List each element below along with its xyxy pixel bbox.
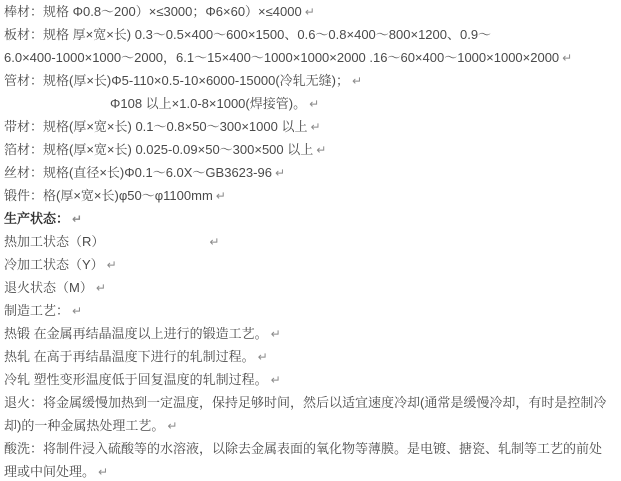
line-text: 冷加工状态（Y） xyxy=(4,257,104,272)
line-pipe-material-welded xyxy=(4,92,621,115)
paragraph-mark-icon: ↵ xyxy=(270,373,281,387)
line-cold-worked-state xyxy=(4,253,621,276)
paragraph-mark-icon: ↵ xyxy=(209,235,220,249)
paragraph-mark-icon: ↵ xyxy=(72,212,83,226)
line-strip-material xyxy=(4,115,621,138)
line-forging xyxy=(4,184,621,207)
line-text: 酸洗：将制件浸入硫酸等的水溶液，以除去金属表面的氧化物等薄膜。是电镀、搪瓷、轧制等工艺的前处 xyxy=(4,441,603,456)
line-text: 6.0×400-1000×1000～2000，6.1～15×400～1000×1000×2000 .16～60×400～1000×1000×2000 xyxy=(4,50,560,65)
line-hot-rolling xyxy=(4,345,621,368)
line-text: 热轧 在高于再结晶温度下进行的轧制过程。 xyxy=(4,349,255,364)
paragraph-mark-icon: ↵ xyxy=(215,189,226,203)
line-text: 棒材：规格 Φ0.8～200）×≤3000；Φ6×60）×≤4000 xyxy=(4,4,302,19)
line-pipe-material xyxy=(4,69,621,92)
line-text: 丝材：规格(直径×长)Φ0.1～6.0X～GB3623-96 xyxy=(4,165,272,180)
heading-text: 生产状态： xyxy=(4,211,70,226)
line-text: 管材：规格(厚×长)Φ5-110×0.5-10×6000-15000(冷轧无缝)； xyxy=(4,73,350,88)
paragraph-mark-icon: ↵ xyxy=(309,97,320,111)
paragraph-mark-icon: ↵ xyxy=(562,51,573,65)
paragraph-mark-icon: ↵ xyxy=(95,281,106,295)
line-foil-material xyxy=(4,138,621,161)
line-text: 锻件：格(厚×宽×长)φ50～φ1100mm xyxy=(4,188,213,203)
line-pickling-def xyxy=(4,437,621,460)
line-cold-rolling xyxy=(4,368,621,391)
line-plate-material xyxy=(4,23,621,46)
line-text: 退火：将金属缓慢加热到一定温度，保持足够时间，然后以适宜速度冷却(通常是缓慢冷却，有时是控制冷 xyxy=(4,395,607,410)
heading-production-status xyxy=(4,207,621,230)
paragraph-mark-icon: ↵ xyxy=(274,166,285,180)
paragraph-mark-icon: ↵ xyxy=(257,350,268,364)
line-wire-material xyxy=(4,161,621,184)
paragraph-mark-icon: ↵ xyxy=(270,327,281,341)
line-text: Φ108 以上×1.0-8×1000(焊接管)。 xyxy=(110,96,307,111)
paragraph-mark-icon: ↵ xyxy=(304,5,315,19)
paragraph-mark-icon: ↵ xyxy=(106,258,117,272)
paragraph-mark-icon: ↵ xyxy=(316,143,327,157)
line-text: 理或中间处理。 xyxy=(4,464,96,479)
paragraph-mark-icon: ↵ xyxy=(310,120,321,134)
line-plate-material-continued xyxy=(4,46,621,69)
line-text: 热锻 在金属再结晶温度以上进行的锻造工艺。 xyxy=(4,326,268,341)
line-text: 板材：规格 厚×宽×长) 0.3～0.5×400～600×1500、0.6～0.8×400～800×1200、0.9～ xyxy=(4,27,492,42)
paragraph-mark-icon: ↵ xyxy=(98,465,109,479)
line-pickling-def-continued xyxy=(4,460,621,481)
line-annealed-state xyxy=(4,276,621,299)
line-annealing-def-continued xyxy=(4,414,621,437)
line-hot-forging xyxy=(4,322,621,345)
line-text: 冷轧 塑性变形温度低于回复温度的轧制过程。 xyxy=(4,372,268,387)
line-text: 热加工状态（R） xyxy=(4,234,105,249)
paragraph-mark-icon: ↵ xyxy=(352,74,363,88)
line-text: 退火状态（M） xyxy=(4,280,93,295)
paragraph-mark-icon: ↵ xyxy=(72,304,83,318)
line-annealing-def xyxy=(4,391,621,414)
line-bar-material xyxy=(4,0,621,23)
line-hot-worked-state xyxy=(4,230,621,253)
line-text: 箔材：规格(厚×宽×长) 0.025-0.09×50～300×500 以上 xyxy=(4,142,314,157)
line-text: 带材：规格(厚×宽×长) 0.1～0.8×50～300×1000 以上 xyxy=(4,119,308,134)
heading-manufacturing-process xyxy=(4,299,621,322)
line-text: 却)的一种金属热处理工艺。 xyxy=(4,418,165,433)
heading-text: 制造工艺： xyxy=(4,303,70,318)
paragraph-mark-icon: ↵ xyxy=(167,419,178,433)
